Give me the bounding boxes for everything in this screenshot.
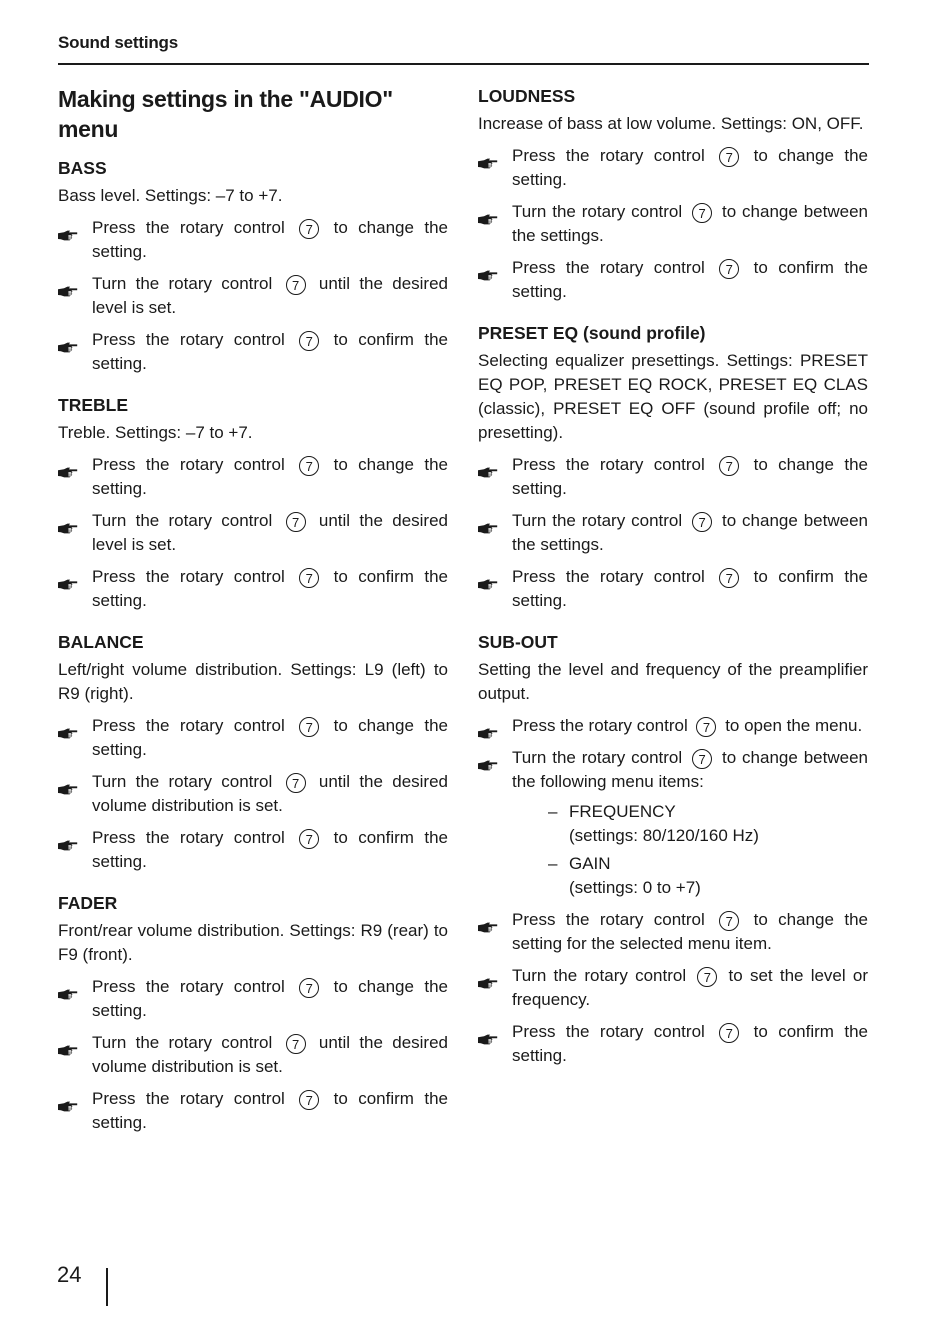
rotary-control-7-icon: 7 xyxy=(719,911,739,931)
step-text-before: Turn the rotary control xyxy=(512,202,689,221)
instruction-step xyxy=(58,565,448,613)
menu-item-detail: (settings: 80/120/160 Hz) xyxy=(569,826,759,845)
instruction-step xyxy=(478,1020,868,1068)
step-text-before: Press the rotary control xyxy=(512,455,716,474)
instruction-step xyxy=(58,509,448,557)
instruction-step xyxy=(478,453,868,501)
step-text-after: to set the level or frequency. xyxy=(512,966,869,1009)
pointing-hand-icon xyxy=(58,778,78,789)
section-description: Setting the level and frequency of the preamplifier output. xyxy=(478,660,868,703)
step-text-after: to confirm the setting. xyxy=(92,567,448,610)
instruction-step xyxy=(478,256,868,304)
step-text-before: Press the rotary control xyxy=(92,1089,296,1108)
pointing-hand-icon xyxy=(58,1039,78,1050)
step-text-before: Press the rotary control xyxy=(92,716,296,735)
section-balance xyxy=(58,630,448,874)
instruction-step xyxy=(58,826,448,874)
step-text-before: Press the rotary control xyxy=(512,1022,716,1041)
pointing-hand-icon xyxy=(58,280,78,291)
pointing-hand-icon xyxy=(478,916,498,927)
instruction-step xyxy=(58,714,448,762)
left-sections xyxy=(58,156,448,1135)
step-text-before: Turn the rotary control xyxy=(512,748,689,767)
pointing-hand-icon xyxy=(478,208,498,219)
pointing-hand-icon xyxy=(478,754,498,765)
pointing-hand-icon xyxy=(478,461,498,472)
step-text-before: Press the rotary control xyxy=(92,330,296,349)
page-number: 24 xyxy=(57,1262,82,1287)
step-text-after: to change the setting. xyxy=(92,455,448,498)
step-text-before: Turn the rotary control xyxy=(92,274,282,293)
pointing-hand-icon xyxy=(478,972,498,983)
section-title: FADER xyxy=(58,893,118,913)
pointing-hand-icon xyxy=(58,517,78,528)
section-treble xyxy=(58,393,448,613)
menu-item-detail: (settings: 0 to +7) xyxy=(569,878,701,897)
rotary-control-7-icon: 7 xyxy=(692,749,712,769)
step-text-before: Turn the rotary control xyxy=(92,511,282,530)
step-text-after: to confirm the setting. xyxy=(512,1022,868,1065)
rotary-control-7-icon: 7 xyxy=(299,829,319,849)
pointing-hand-icon xyxy=(58,224,78,235)
instruction-step xyxy=(478,964,868,1012)
rotary-control-7-icon: 7 xyxy=(697,967,717,987)
step-text-before: Press the rotary control xyxy=(512,716,693,735)
pointing-hand-icon xyxy=(58,336,78,347)
rotary-control-7-icon: 7 xyxy=(286,1034,306,1054)
section-description: Selecting equalizer presettings. Settings: PRESET EQ POP, PRESET EQ ROCK, PRESET EQ CLAS (classic), PRESET EQ OFF (sound profile off; no presetting). xyxy=(478,351,868,442)
step-text-after: to confirm the setting. xyxy=(92,1089,448,1132)
section-description: Increase of bass at low volume. Settings: ON, OFF. xyxy=(478,114,864,133)
rotary-control-7-icon: 7 xyxy=(286,512,306,532)
section-title: TREBLE xyxy=(58,395,128,415)
instruction-list xyxy=(478,144,868,304)
step-text-after: to change the setting. xyxy=(512,146,868,189)
rotary-control-7-icon: 7 xyxy=(719,568,739,588)
section-bass xyxy=(58,156,448,376)
menu-item xyxy=(512,852,868,900)
instruction-list xyxy=(478,453,868,613)
step-text-before: Press the rotary control xyxy=(92,567,296,586)
step-text-after: until the desired volume distribution is set. xyxy=(92,1033,449,1076)
instruction-step xyxy=(478,565,868,613)
step-text-after: to change the setting. xyxy=(92,716,448,759)
instruction-step xyxy=(58,453,448,501)
rotary-control-7-icon: 7 xyxy=(299,717,319,737)
pointing-hand-icon xyxy=(478,264,498,275)
instruction-step xyxy=(58,1087,448,1135)
instruction-step xyxy=(58,770,448,818)
step-text-after: to change the setting. xyxy=(92,218,448,261)
step-text-after: to change the setting. xyxy=(92,977,448,1020)
right-sections xyxy=(478,84,868,1068)
pointing-hand-icon xyxy=(58,983,78,994)
step-text-after: to confirm the setting. xyxy=(512,258,868,301)
rotary-control-7-icon: 7 xyxy=(299,1090,319,1110)
section-title: SUB-OUT xyxy=(478,632,558,652)
rotary-control-7-icon: 7 xyxy=(692,512,712,532)
pointing-hand-icon xyxy=(58,722,78,733)
rotary-control-7-icon: 7 xyxy=(696,717,716,737)
step-text-before: Turn the rotary control xyxy=(512,511,689,530)
rotary-control-7-icon: 7 xyxy=(286,773,306,793)
pointing-hand-icon xyxy=(478,152,498,163)
step-text-before: Press the rotary control xyxy=(92,218,296,237)
step-text-before: Turn the rotary control xyxy=(92,772,282,791)
section-description: Front/rear volume distribution. Settings: R9 (rear) to F9 (front). xyxy=(58,921,448,964)
pointing-hand-icon xyxy=(58,461,78,472)
step-text-before: Press the rotary control xyxy=(92,828,296,847)
step-text-before: Turn the rotary control xyxy=(92,1033,282,1052)
instruction-step xyxy=(58,328,448,376)
header-rule xyxy=(58,63,869,65)
instruction-step xyxy=(478,509,868,557)
instruction-list xyxy=(478,714,868,1068)
step-text-after: until the desired level is set. xyxy=(92,511,449,554)
step-text-after: to change the setting. xyxy=(512,455,868,498)
pointing-hand-icon xyxy=(478,722,498,733)
instruction-step xyxy=(58,975,448,1023)
step-text-before: Press the rotary control xyxy=(512,146,716,165)
step-text-before: Press the rotary control xyxy=(512,567,716,586)
rotary-control-7-icon: 7 xyxy=(719,1023,739,1043)
step-text-after: to change between the following menu items: xyxy=(512,748,868,791)
left-column xyxy=(58,84,448,1152)
section-title: PRESET EQ (sound profile) xyxy=(478,323,706,343)
rotary-control-7-icon: 7 xyxy=(286,275,306,295)
step-text-before: Press the rotary control xyxy=(92,977,296,996)
section-fader xyxy=(58,891,448,1135)
right-column xyxy=(478,84,868,1085)
step-text-after: to change the setting for the selected menu item. xyxy=(512,910,868,953)
section-title: BASS xyxy=(58,158,107,178)
section-description: Treble. Settings: –7 to +7. xyxy=(58,423,253,442)
pointing-hand-icon xyxy=(478,573,498,584)
menu-item-list xyxy=(512,800,868,900)
rotary-control-7-icon: 7 xyxy=(299,456,319,476)
instruction-list xyxy=(58,216,448,376)
instruction-step xyxy=(478,746,868,900)
rotary-control-7-icon: 7 xyxy=(299,219,319,239)
section-title: LOUDNESS xyxy=(478,86,576,106)
step-text-after: to confirm the setting. xyxy=(92,828,448,871)
step-text-before: Press the rotary control xyxy=(512,258,716,277)
step-text-after: to change between the settings. xyxy=(512,511,868,554)
step-text-after: until the desired volume distribution is set. xyxy=(92,772,449,815)
step-text-after: to confirm the setting. xyxy=(92,330,448,373)
rotary-control-7-icon: 7 xyxy=(299,978,319,998)
instruction-step xyxy=(58,1031,448,1079)
pointing-hand-icon xyxy=(478,517,498,528)
step-text-after: until the desired level is set. xyxy=(92,274,449,317)
rotary-control-7-icon: 7 xyxy=(719,456,739,476)
instruction-step xyxy=(478,908,868,956)
instruction-step xyxy=(58,216,448,264)
pointing-hand-icon xyxy=(58,1095,78,1106)
page-number-divider xyxy=(106,1268,108,1306)
section-description: Left/right volume distribution. Settings: L9 (left) to R9 (right). xyxy=(58,660,448,703)
pointing-hand-icon xyxy=(478,1028,498,1039)
section-title: BALANCE xyxy=(58,632,144,652)
step-text-before: Press the rotary control xyxy=(512,910,716,929)
dash-marker: – xyxy=(548,802,558,821)
instruction-step xyxy=(478,200,868,248)
dash-marker: – xyxy=(548,854,558,873)
rotary-control-7-icon: 7 xyxy=(719,147,739,167)
section-preset xyxy=(478,321,868,613)
rotary-control-7-icon: 7 xyxy=(299,331,319,351)
page-title: Making settings in the "AUDIO" menu xyxy=(58,86,393,142)
instruction-list xyxy=(58,453,448,613)
menu-item-label: GAIN xyxy=(569,854,611,873)
step-text-before: Turn the rotary control xyxy=(512,966,694,985)
step-text-after: to open the menu. xyxy=(720,716,863,735)
instruction-list xyxy=(58,975,448,1135)
pointing-hand-icon xyxy=(58,834,78,845)
instruction-step xyxy=(478,144,868,192)
step-text-after: to change between the settings. xyxy=(512,202,868,245)
menu-item-label: FREQUENCY xyxy=(569,802,676,821)
rotary-control-7-icon: 7 xyxy=(719,259,739,279)
instruction-step xyxy=(478,714,868,738)
step-text-after: to confirm the setting. xyxy=(512,567,868,610)
rotary-control-7-icon: 7 xyxy=(692,203,712,223)
menu-item xyxy=(512,800,868,848)
instruction-list xyxy=(58,714,448,874)
running-head: Sound settings xyxy=(58,33,178,52)
rotary-control-7-icon: 7 xyxy=(299,568,319,588)
step-text-before: Press the rotary control xyxy=(92,455,296,474)
section-loudness xyxy=(478,84,868,304)
section-description: Bass level. Settings: –7 to +7. xyxy=(58,186,283,205)
pointing-hand-icon xyxy=(58,573,78,584)
instruction-step xyxy=(58,272,448,320)
section-sub-out xyxy=(478,630,868,1068)
